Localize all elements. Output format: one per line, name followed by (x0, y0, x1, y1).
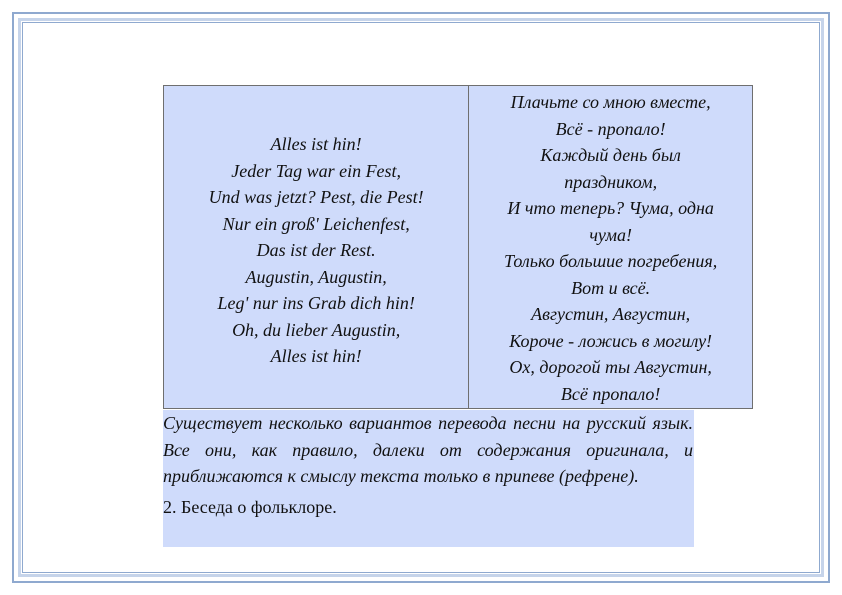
german-line: Oh, du lieber Augustin, (232, 319, 401, 340)
russian-line: Августин, Августин, (531, 304, 691, 324)
translation-note-box (163, 410, 694, 547)
table-row (164, 86, 753, 409)
russian-line: Всё - пропало! (555, 118, 666, 139)
german-line: Augustin, Augustin, (245, 266, 387, 287)
russian-line: чума! (589, 224, 632, 245)
russian-line: И что теперь? Чума, одна (507, 198, 714, 218)
german-line: Das ist der Rest. (256, 240, 376, 260)
german-line: Nur ein groß' Leichenfest, (222, 213, 410, 234)
german-line: Alles ist hin! (270, 346, 362, 366)
translation-note-paragraph: Существует несколько вариантов перевода песни на русский язык. Все они, как правило, далеки от содержания оригинала, и приближаются к смыслу текста только в припеве (рефрене). (163, 413, 693, 486)
russian-lyrics-cell (469, 86, 753, 409)
russian-line: Всё пропало! (560, 383, 661, 404)
russian-line: Каждый день был (540, 145, 681, 165)
german-lyrics-cell (164, 86, 469, 409)
german-line: Jeder Tag war ein Fest, (231, 160, 402, 181)
russian-line: праздником, (564, 171, 658, 192)
russian-line: Короче - ложись в могилу! (509, 330, 713, 351)
russian-line: Плачьте со мною вместе, (510, 92, 711, 112)
lyrics-table (163, 85, 753, 409)
folklore-discussion-item: 2. Беседа о фольклоре. (163, 496, 337, 517)
german-line: Und was jetzt? Pest, die Pest! (208, 187, 424, 207)
german-line: Alles ist hin! (270, 134, 362, 154)
russian-line: Вот и всё. (571, 277, 651, 298)
german-line: Leg' nur ins Grab dich hin! (217, 293, 415, 313)
german-lyrics (164, 86, 468, 370)
russian-lyrics (469, 86, 752, 407)
russian-line: Только большие погребения, (504, 251, 718, 271)
russian-line: Ох, дорогой ты Августин, (509, 357, 712, 377)
